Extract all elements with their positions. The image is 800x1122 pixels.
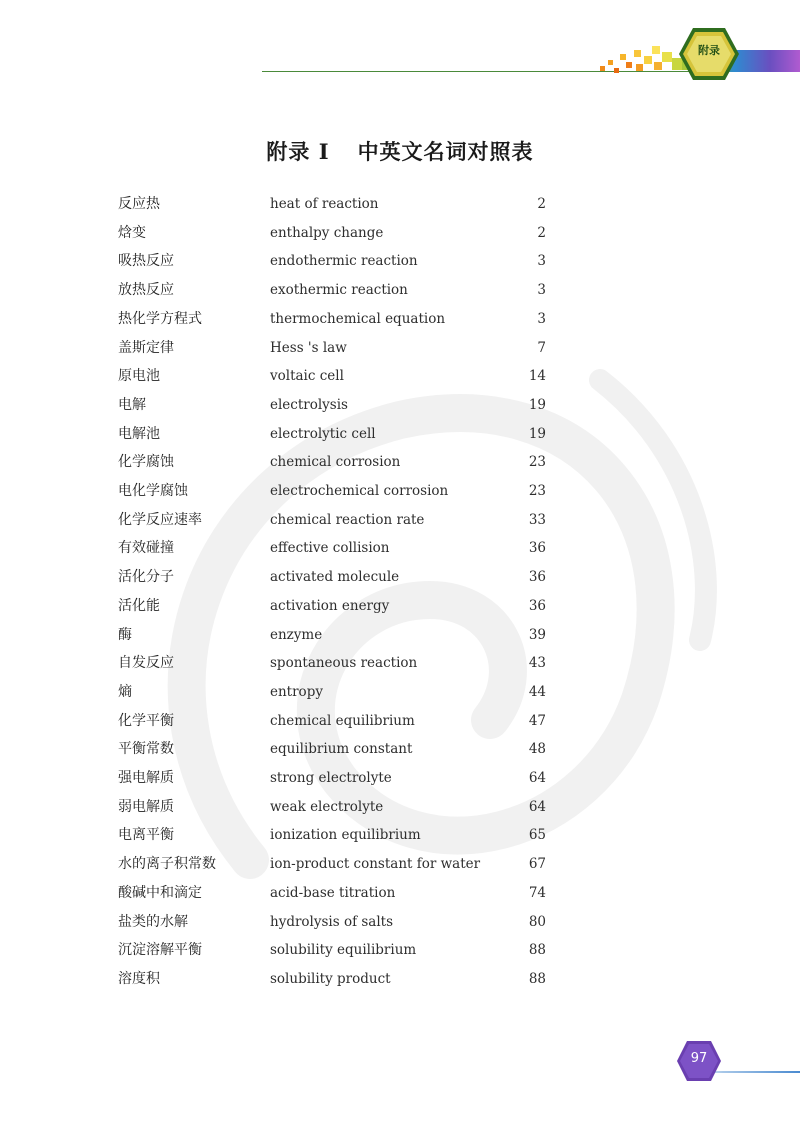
glossary-row — [0, 219, 800, 247]
page-reference: 2 — [537, 196, 546, 212]
page-reference: 36 — [528, 540, 546, 557]
page-reference: 44 — [528, 683, 546, 700]
chinese-term: 电解池 — [118, 425, 160, 442]
glossary-row — [0, 621, 800, 649]
page-title — [0, 136, 800, 166]
page-reference: 67 — [528, 856, 546, 873]
english-term: activation energy — [270, 597, 390, 614]
glossary-row — [0, 678, 800, 706]
english-term: exothermic reaction — [270, 282, 408, 299]
glossary-row — [0, 506, 800, 534]
page-reference: 3 — [537, 253, 546, 270]
english-term: effective collision — [270, 540, 390, 557]
page-reference: 48 — [528, 741, 546, 758]
glossary-row — [0, 247, 800, 275]
english-term: heat of reaction — [270, 196, 379, 212]
english-term: Hess 's law — [270, 339, 347, 356]
chinese-term: 盖斯定律 — [118, 339, 174, 356]
page-reference: 64 — [528, 798, 546, 815]
chinese-term: 热化学方程式 — [118, 310, 202, 327]
page-reference: 36 — [528, 597, 546, 614]
page-reference: 3 — [537, 282, 546, 299]
glossary-row — [0, 391, 800, 419]
glossary-row — [0, 362, 800, 390]
page-reference: 3 — [537, 310, 546, 327]
chinese-term: 原电池 — [118, 368, 160, 385]
page-reference: 7 — [537, 339, 546, 356]
glossary-row — [0, 707, 800, 735]
english-term: electrochemical corrosion — [270, 483, 449, 499]
page-reference: 74 — [528, 884, 546, 901]
english-term: weak electrolyte — [270, 798, 384, 815]
page-reference: 19 — [528, 425, 546, 442]
chinese-term: 活化分子 — [118, 569, 174, 586]
page-reference: 36 — [528, 569, 546, 586]
english-term: ion-product constant for water — [270, 856, 481, 873]
chinese-term: 反应热 — [118, 196, 160, 212]
chinese-term: 平衡常数 — [118, 741, 174, 758]
glossary-row — [0, 936, 800, 964]
title-prefix: 附录 I — [266, 139, 330, 164]
chinese-term: 有效碰撞 — [118, 540, 174, 557]
page-reference: 23 — [528, 483, 546, 499]
page-reference: 43 — [528, 655, 546, 672]
english-term: solubility equilibrium — [270, 942, 417, 959]
english-term: activated molecule — [270, 569, 400, 586]
page-reference: 80 — [528, 913, 546, 930]
page-reference: 88 — [528, 942, 546, 959]
chinese-term: 酸碱中和滴定 — [118, 884, 202, 901]
glossary-row — [0, 735, 800, 763]
chinese-term: 电解 — [118, 396, 146, 413]
chinese-term: 放热反应 — [118, 282, 174, 299]
english-term: ionization equilibrium — [270, 827, 421, 844]
english-term: voltaic cell — [270, 368, 344, 385]
glossary-row — [0, 764, 800, 792]
english-term: solubility product — [270, 970, 391, 987]
page-reference: 39 — [528, 626, 546, 643]
glossary-row — [0, 965, 800, 993]
chinese-term: 强电解质 — [118, 770, 174, 786]
english-term: hydrolysis of salts — [270, 913, 394, 930]
english-term: endothermic reaction — [270, 253, 418, 270]
english-term: acid-base titration — [270, 884, 396, 901]
chinese-term: 活化能 — [118, 597, 160, 614]
glossary-row — [0, 793, 800, 821]
english-term: electrolytic cell — [270, 425, 376, 442]
glossary-row — [0, 821, 800, 849]
chinese-term: 水的离子积常数 — [118, 856, 216, 873]
english-term: chemical equilibrium — [270, 712, 415, 729]
glossary-row — [0, 850, 800, 878]
english-term: chemical corrosion — [270, 454, 401, 471]
english-term: spontaneous reaction — [270, 655, 418, 672]
glossary-row — [0, 334, 800, 362]
glossary-row — [0, 448, 800, 476]
page-reference: 14 — [528, 368, 546, 385]
glossary-row — [0, 592, 800, 620]
chinese-term: 弱电解质 — [118, 798, 174, 815]
glossary-row — [0, 563, 800, 591]
english-term: enzyme — [270, 626, 323, 643]
glossary-row — [0, 305, 800, 333]
chinese-term: 化学腐蚀 — [118, 454, 174, 471]
glossary-row — [0, 879, 800, 907]
page-reference: 88 — [528, 970, 546, 987]
chinese-term: 化学反应速率 — [118, 511, 202, 528]
chinese-term: 焓变 — [118, 224, 146, 241]
chinese-term: 自发反应 — [118, 655, 174, 672]
chinese-term: 溶度积 — [118, 970, 160, 987]
chinese-term: 吸热反应 — [118, 253, 174, 270]
glossary-row — [0, 276, 800, 304]
glossary-row — [0, 908, 800, 936]
glossary-row — [0, 534, 800, 562]
glossary-row — [0, 477, 800, 505]
page-number: 97 — [690, 1051, 708, 1066]
english-term: electrolysis — [270, 396, 348, 413]
chinese-term: 电离平衡 — [118, 827, 174, 844]
chinese-term: 酶 — [118, 626, 132, 643]
english-term: strong electrolyte — [270, 770, 392, 786]
english-term: thermochemical equation — [270, 310, 446, 327]
glossary-row — [0, 649, 800, 677]
page-reference: 19 — [528, 396, 546, 413]
english-term: chemical reaction rate — [270, 511, 425, 528]
page-reference: 33 — [528, 511, 546, 528]
page-reference: 2 — [537, 224, 546, 241]
glossary-row — [0, 420, 800, 448]
english-term: equilibrium constant — [270, 741, 413, 758]
english-term: entropy — [270, 683, 323, 700]
title-main: 中英文名词对照表 — [357, 139, 534, 164]
chinese-term: 电化学腐蚀 — [118, 483, 188, 499]
english-term: enthalpy change — [270, 224, 384, 241]
chinese-term: 沉淀溶解平衡 — [118, 942, 202, 959]
chinese-term: 化学平衡 — [118, 712, 174, 729]
page-reference: 65 — [528, 827, 546, 844]
chinese-term: 熵 — [118, 683, 132, 700]
chinese-term: 盐类的水解 — [118, 913, 188, 930]
page-reference: 47 — [528, 712, 546, 729]
page-reference: 64 — [528, 770, 546, 786]
glossary-row — [0, 190, 800, 218]
page-reference: 23 — [528, 454, 546, 471]
section-label: 附录 — [698, 44, 720, 57]
